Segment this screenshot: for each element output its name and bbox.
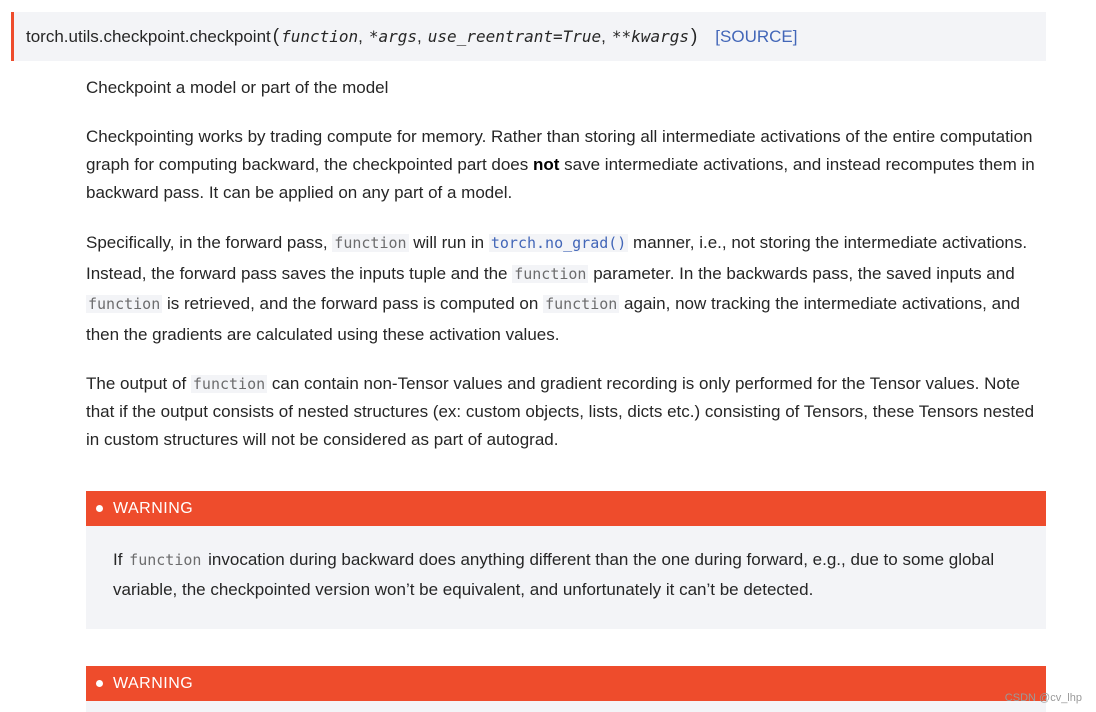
comma: , xyxy=(417,26,422,46)
source-link[interactable]: [SOURCE] xyxy=(715,26,798,46)
code-function: function xyxy=(514,264,587,283)
warning-header xyxy=(86,491,1046,526)
warning-title: WARNING xyxy=(113,674,194,692)
text: is retrieved, and the forward pass is computed on xyxy=(162,294,544,313)
open-paren: ( xyxy=(272,25,280,47)
bullet-icon xyxy=(96,680,103,687)
code-function: function xyxy=(545,295,618,313)
text: Checkpointing works by trading compute for memory. Rather than storing all intermediate activations of the entire computation graph for computing backward, the checkpointed part does xyxy=(86,127,1033,174)
code-function: function xyxy=(88,295,161,313)
text: can contain non-Tensor values and gradient recording is only performed for the Tensor values. Note that if the output consists of nested structures (ex: custom objects, lists, dicts etc.) consisting of Tensors, these Tensors nested in custom structures will not be considered as part of autograd. xyxy=(86,374,1035,449)
warning-body xyxy=(86,526,1046,629)
function-signature xyxy=(11,12,1046,61)
text: save intermediate activations, and instead recomputes them in backward pass. It can be applied on any part of a model. xyxy=(86,155,1035,202)
text: The output of xyxy=(86,374,191,393)
text: again, now tracking the intermediate activations, and then the gradients are calculated using these activation values. xyxy=(86,294,1020,344)
function-name: torch.utils.checkpoint.checkpoint xyxy=(26,26,271,46)
code-function: function xyxy=(334,234,407,252)
watermark: CSDN @cv_lhp xyxy=(1004,692,1082,704)
paragraph-1 xyxy=(86,123,1046,207)
doc-content xyxy=(86,74,1046,475)
code-function: function xyxy=(192,375,266,393)
code-function: function xyxy=(129,551,202,569)
param-use-reentrant: use_reentrant=True xyxy=(427,27,602,46)
intro-paragraph: Checkpoint a model or part of the model xyxy=(86,78,389,97)
comma: , xyxy=(358,26,363,46)
warning-body-2 xyxy=(86,701,1046,712)
bold-not: not xyxy=(533,155,560,174)
code-link-no-grad[interactable]: torch.no_grad() xyxy=(490,234,627,252)
param-args: *args xyxy=(368,27,418,46)
text: manner, i.e., not storing the intermediate activations. Instead, the forward pass saves the inputs tuple and the xyxy=(86,233,1028,283)
warning-title: WARNING xyxy=(113,499,194,517)
comma: , xyxy=(601,26,606,46)
text: If xyxy=(113,550,128,569)
text: invocation during backward does anything different than the one during forward, e.g., due to some global variable, the checkpointed version won’t be equivalent, and unfortunately it can’t be detected. xyxy=(113,550,995,599)
paragraph-2 xyxy=(86,228,1046,349)
text: Specifically, in the forward pass, xyxy=(86,233,333,252)
param-function: function xyxy=(281,27,359,46)
param-kwargs: **kwargs xyxy=(611,27,689,46)
bullet-icon xyxy=(96,505,103,512)
close-paren: ) xyxy=(690,25,698,47)
text: will run in xyxy=(408,233,489,252)
text: parameter. In the backwards pass, the saved inputs and xyxy=(588,263,1015,283)
paragraph-3 xyxy=(86,370,1046,454)
warning-header-2 xyxy=(86,666,1046,701)
